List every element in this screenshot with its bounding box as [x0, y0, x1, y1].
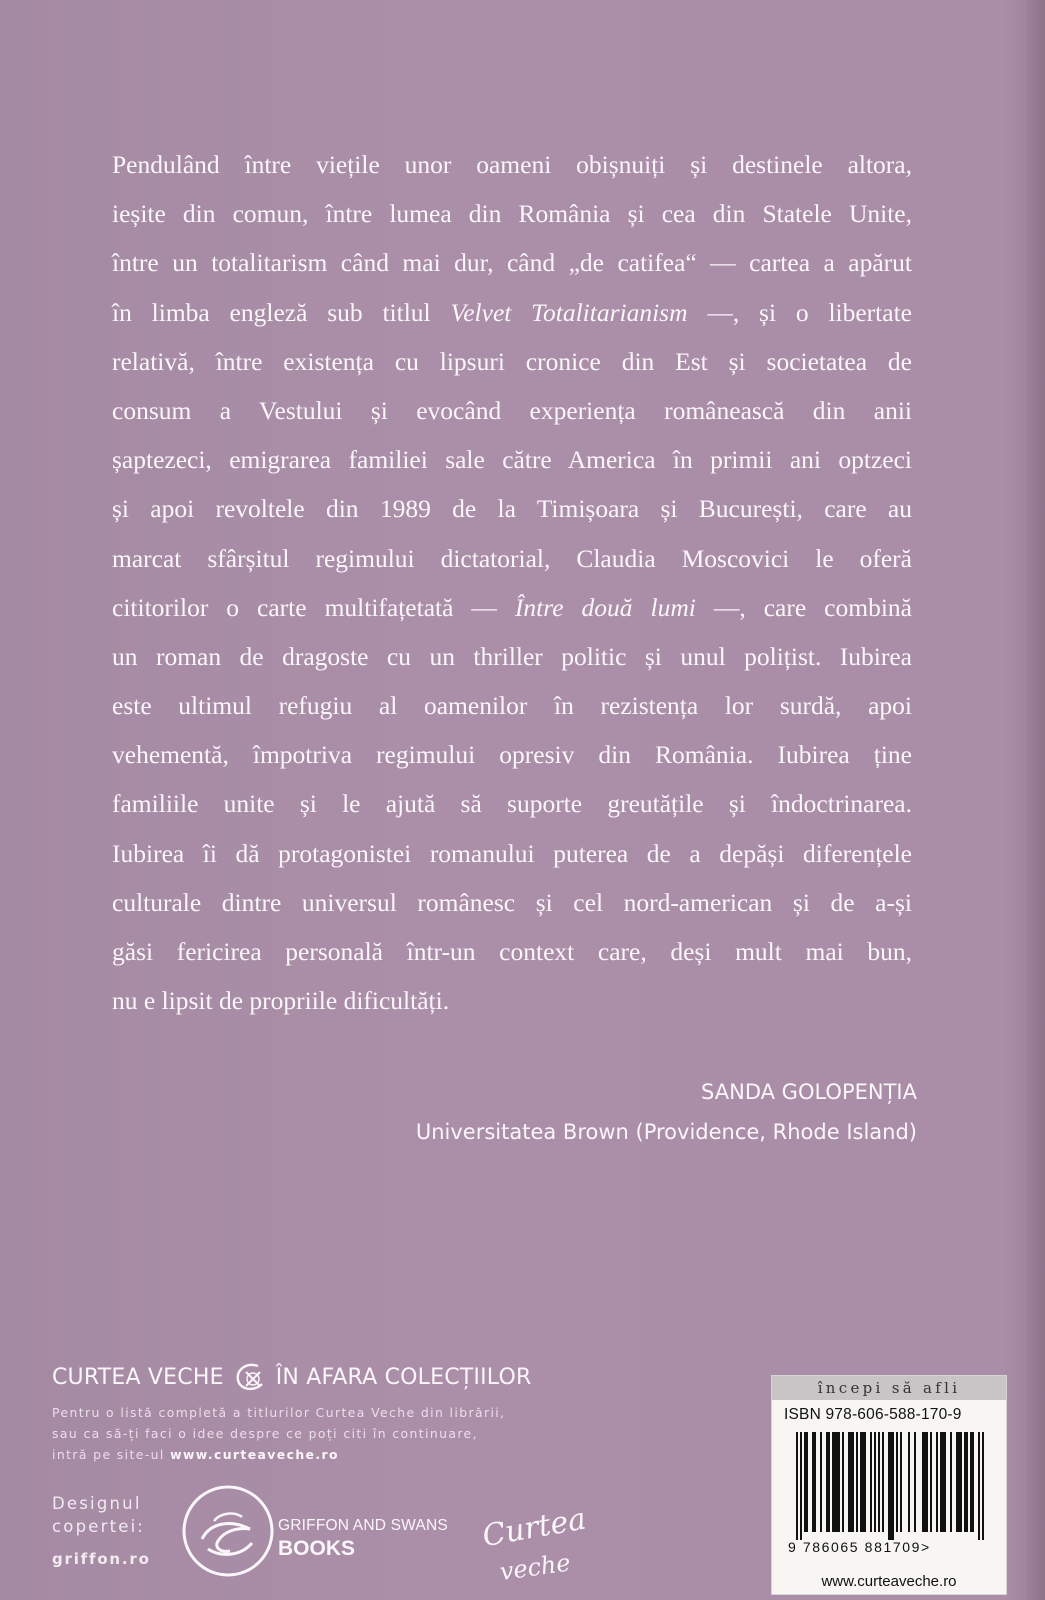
blurb-line: un roman de dragoste cu un thriller politic și unul polițist. Iubirea — [112, 641, 912, 671]
barcode-bar — [892, 1432, 894, 1540]
barcode-bar — [864, 1432, 866, 1532]
blurb-line: între un totalitarism când mai dur, când „de catifea“ — cartea a apărut — [112, 248, 912, 278]
barcode-bar — [800, 1432, 802, 1540]
curtea-veche-mark-icon — [232, 1360, 268, 1394]
barcode-bar — [964, 1432, 966, 1532]
curtea-veche-logo — [480, 1500, 590, 1590]
barcode-bar — [842, 1432, 844, 1532]
barcode-graphic — [786, 1432, 992, 1556]
barcode-bar — [936, 1432, 938, 1532]
barcode-panel — [771, 1375, 1007, 1595]
blurb-text — [112, 140, 912, 1025]
blurb-line: familiile unite și le ajută să suporte greutățile și îndoctrinarea. — [112, 789, 912, 819]
english-title: Velvet Totalitarianism — [450, 297, 688, 327]
logo-word: Curtea — [480, 1501, 589, 1555]
barcode-bar — [874, 1432, 876, 1532]
author-name: SANDA GOLOPENȚIA — [701, 1080, 917, 1104]
barcode-bar — [970, 1432, 972, 1532]
logo-word: veche — [498, 1548, 573, 1587]
barcode-bar — [924, 1432, 926, 1532]
barcode-bar — [944, 1432, 946, 1532]
barcode-bar — [882, 1432, 884, 1532]
collection-line — [52, 1360, 531, 1394]
griffon-line: BOOKS — [278, 1537, 356, 1560]
barcode-bar — [848, 1432, 850, 1532]
blurb-line: relativă, între existența cu lipsuri cronice din Est și societatea de — [112, 346, 912, 376]
barcode-bar — [870, 1432, 872, 1532]
barcode-bar — [908, 1432, 910, 1532]
cover-design-credit — [52, 1492, 151, 1571]
blurb-line-part: —, și o libertate — [687, 297, 912, 327]
barcode-bar — [978, 1432, 980, 1540]
barcode-url: www.curteaveche.ro — [821, 1573, 957, 1590]
info-line — [52, 1444, 592, 1465]
design-label: Designul — [52, 1494, 142, 1513]
barcode-bar — [900, 1432, 902, 1532]
series-name: ÎN AFARA COLECȚIILOR — [275, 1364, 532, 1390]
blurb-line: este ultimul refugiu al oamenilor în rezistența lor surdă, apoi — [112, 691, 912, 721]
endorsement-author — [416, 1072, 917, 1152]
blurb-line: Iubirea îi dă protagonistei romanului puterea de a depăși diferențele — [112, 838, 912, 868]
barcode-bar — [940, 1432, 942, 1532]
barcode-bar — [922, 1432, 924, 1532]
isbn-number: ISBN 978-606-588-170-9 — [784, 1406, 962, 1423]
barcode-bar — [888, 1432, 890, 1540]
blurb-line: și apoi revoltele din 1989 de la Timișoara și București, care au — [112, 494, 912, 524]
blurb-line: nu e lipsit de propriile dificultăți. — [112, 986, 450, 1016]
publisher-info — [52, 1402, 592, 1465]
barcode-bar — [832, 1432, 834, 1532]
barcode-bar — [956, 1432, 958, 1532]
griffon-swans-name — [278, 1517, 448, 1561]
barcode-slogan: începi să afli — [772, 1376, 1006, 1400]
blurb-line-part: cititorilor o carte multifațetată — — [112, 592, 515, 622]
blurb-line: vehementă, împotriva regimului opresiv din România. Iubirea ține — [112, 740, 912, 770]
barcode-bar — [852, 1432, 854, 1532]
blurb-line: Pendulând între viețile unor oameni obișnuiți și destinele altora, — [112, 150, 912, 179]
designer-site: griffon.ro — [52, 1550, 151, 1568]
barcode-bar — [860, 1432, 862, 1532]
blurb-line: marcat sfârșitul regimului dictatorial, Claudia Moscovici le oferă — [112, 543, 912, 573]
barcode-bar — [862, 1432, 864, 1532]
barcode-bar — [828, 1432, 830, 1532]
cover-edge — [1027, 0, 1045, 1600]
barcode-bar — [930, 1432, 932, 1532]
barcode-bar — [856, 1432, 858, 1532]
blurb-line-part: —, care combină — [695, 592, 912, 622]
barcode-bar — [942, 1432, 944, 1532]
barcode-bar — [814, 1432, 816, 1532]
blurb-line: culturale dintre universul românesc și cel nord-american și de a-și — [112, 887, 912, 917]
barcode-bar — [796, 1432, 798, 1540]
barcode-digits: 9 786065 881709> — [788, 1539, 931, 1555]
blurb-line: găsi fericirea personală într-un context care, deși mult mai bun, — [112, 937, 912, 966]
barcode-bar — [836, 1432, 838, 1532]
barcode-bar — [826, 1432, 828, 1532]
barcode-bar — [926, 1432, 928, 1532]
barcode-bar — [972, 1432, 974, 1532]
griffon-line: GRIFFON AND SWANS — [278, 1517, 448, 1534]
author-affiliation: Universitatea Brown (Providence, Rhode Island) — [415, 1120, 917, 1144]
barcode-bar — [890, 1432, 892, 1540]
barcode-bar — [896, 1432, 898, 1532]
barcode-bar — [820, 1432, 822, 1532]
blurb-line: șaptezeci, emigrarea familiei sale către America în primii ani optzeci — [112, 445, 912, 475]
barcode-bar — [982, 1432, 984, 1540]
barcode-bar — [958, 1432, 960, 1532]
info-line-part: intră pe site-ul — [52, 1447, 171, 1462]
publisher-name: CURTEA VECHE — [52, 1364, 224, 1390]
griffon-swans-logo-icon — [180, 1483, 276, 1579]
barcode-bar — [812, 1432, 814, 1532]
barcode-bar — [966, 1432, 968, 1532]
publisher-url: www.curteaveche.ro — [170, 1447, 339, 1462]
blurb-line — [112, 288, 912, 337]
barcode-bar — [850, 1432, 852, 1532]
barcode-bar — [914, 1432, 916, 1532]
info-line: Pentru o listă completă a titlurilor Curtea Veche din librării, — [52, 1405, 506, 1420]
barcode-bar — [878, 1432, 880, 1532]
barcode-bar — [838, 1432, 840, 1532]
barcode-bar — [834, 1432, 836, 1532]
blurb-line: consum a Vestului și evocând experiența românească din anii — [112, 395, 912, 425]
barcode-bar — [960, 1432, 962, 1532]
design-label: copertei: — [52, 1517, 146, 1536]
barcode-bar — [806, 1432, 808, 1532]
romanian-title: Între două lumi — [514, 592, 696, 622]
barcode-bar — [950, 1432, 952, 1532]
info-line: sau ca să-ți faci o idee despre ce poți citi în continuare, — [52, 1426, 478, 1441]
barcode-bar — [804, 1432, 806, 1532]
blurb-line: ieșite din comun, între lumea din România și cea din Statele Unite, — [112, 199, 912, 229]
blurb-line-part: în limba engleză sub titlul — [112, 297, 451, 327]
blurb-line — [112, 583, 912, 632]
